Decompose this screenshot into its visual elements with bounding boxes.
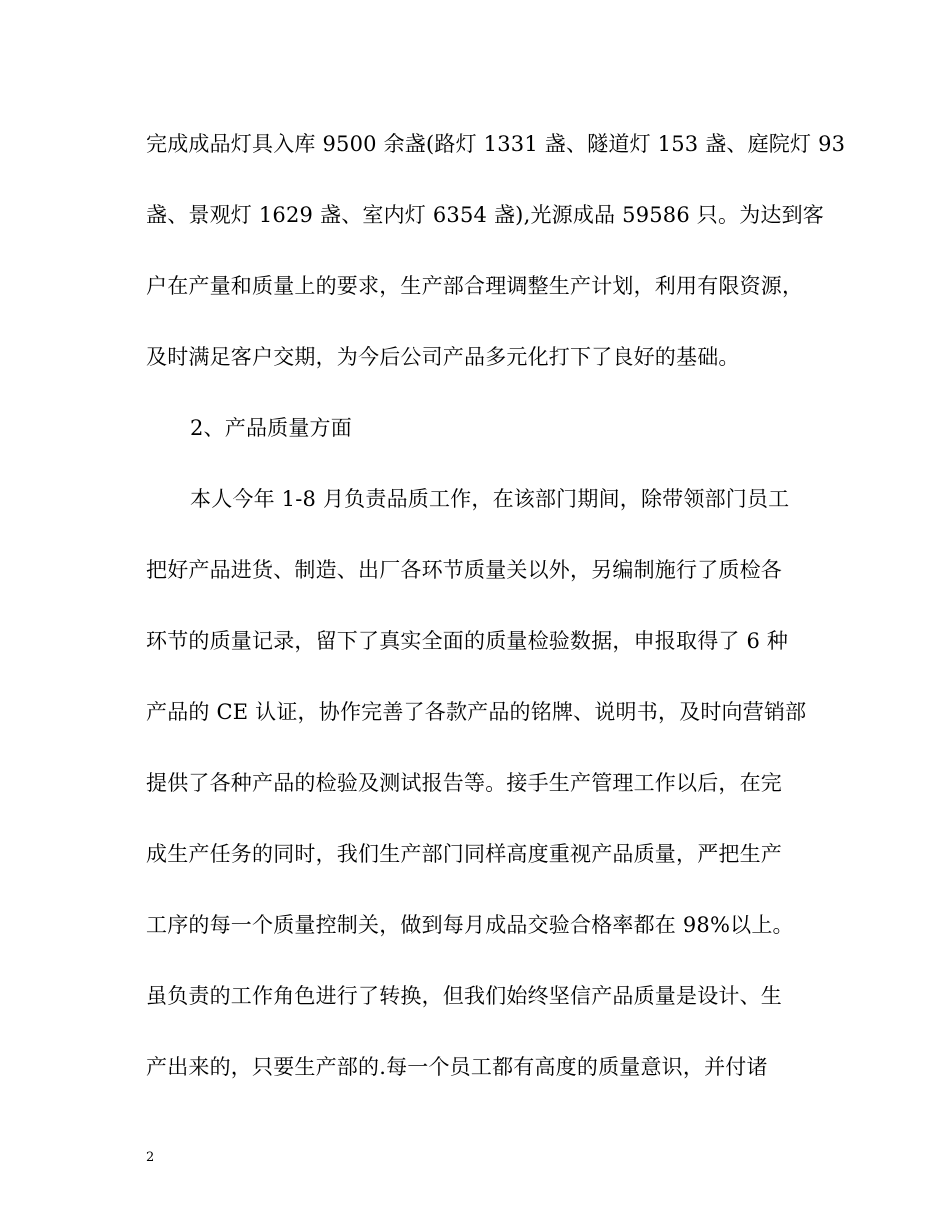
text-line: 成生产任务的同时，我们生产部门同样高度重视产品质量，严把生产	[146, 842, 782, 866]
text-line: 产出来的，只要生产部的.每一个员工都有高度的质量意识，并付诸	[146, 1055, 768, 1079]
section-heading: 2、产品质量方面	[190, 416, 352, 440]
page-number: 2	[146, 1150, 155, 1165]
text-line: 产品的 CE 认证，协作完善了各款产品的铭牌、说明书，及时向营销部	[146, 700, 807, 724]
text-line: 盏、景观灯 1629 盏、室内灯 6354 盏),光源成品 59586 只。为达到客	[146, 203, 825, 227]
text-line: 把好产品进货、制造、出厂各环节质量关以外，另编制施行了质检各	[146, 558, 782, 582]
text-line: 本人今年 1-8 月负责品质工作，在该部门期间，除带领部门员工	[190, 487, 790, 511]
text-line: 户在产量和质量上的要求，生产部合理调整生产计划，利用有限资源，	[146, 274, 804, 298]
text-line: 工序的每一个质量控制关，做到每月成品交验合格率都在 98%以上。	[146, 913, 794, 937]
text-line: 提供了各种产品的检验及测试报告等。接手生产管理工作以后，在完	[146, 771, 782, 795]
text-line: 及时满足客户交期，为今后公司产品多元化打下了良好的基础。	[146, 345, 740, 369]
text-line: 虽负责的工作角色进行了转换，但我们始终坚信产品质量是设计、生	[146, 984, 782, 1008]
text-line: 完成成品灯具入库 9500 余盏(路灯 1331 盏、隧道灯 153 盏、庭院灯 93	[146, 132, 846, 156]
body-text	[146, 122, 846, 1116]
text-line: 环节的质量记录，留下了真实全面的质量检验数据，申报取得了 6 种	[146, 629, 789, 653]
